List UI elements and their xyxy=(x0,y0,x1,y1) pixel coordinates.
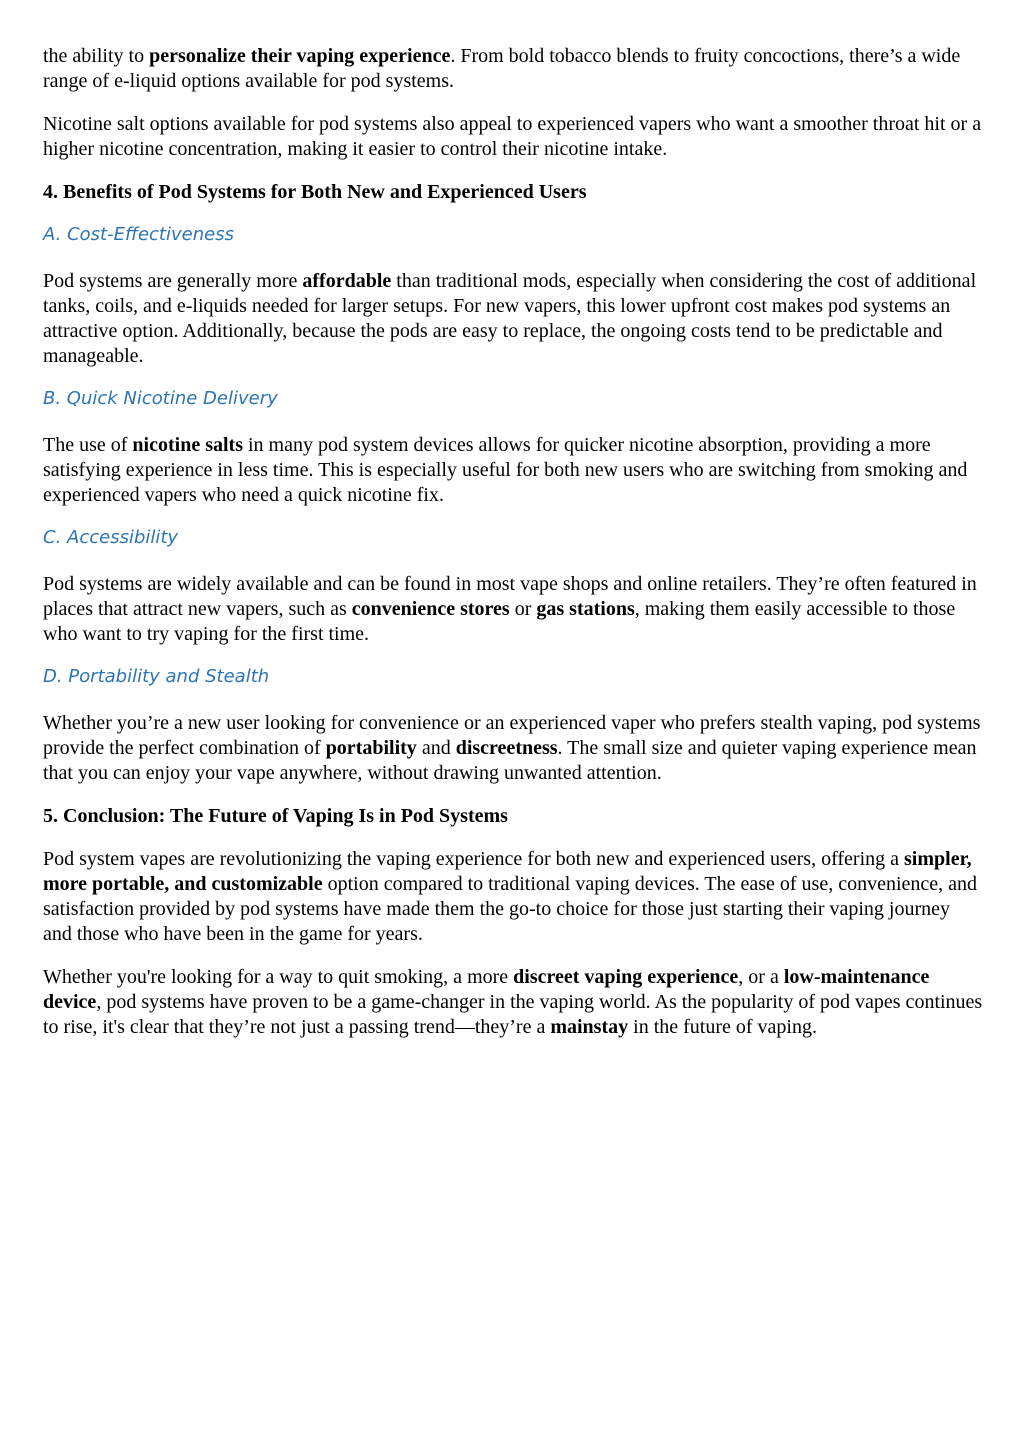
text-run: . From bold tobacco blends to fruity concoctions, there’s a wide range of e-liquid options available for pod systems. xyxy=(43,45,961,92)
bold-run: gas stations xyxy=(536,598,635,620)
text-run: or xyxy=(509,598,537,620)
bold-run: convenience stores xyxy=(351,598,510,620)
paragraph-portability-and-stealth xyxy=(43,711,983,786)
section-4-heading: 4. Benefits of Pod Systems for Both New and Experienced Users xyxy=(43,181,587,203)
text-run: than traditional mods, especially when considering the cost of additional tanks, coils, and e-liquids needed for larger setups. For new vapers, this lower upfront cost makes pod systems an attractive option. Additionally, because the pods are easy to replace, the ongoing costs tend to be predictable and manageable. xyxy=(43,270,977,367)
bold-run: affordable xyxy=(302,270,392,292)
text-run: and xyxy=(416,737,456,759)
intro-paragraph-1 xyxy=(43,44,983,94)
bold-run: personalize their vaping experience xyxy=(149,45,451,67)
text-run: , or a xyxy=(738,966,784,988)
text-run: the ability to xyxy=(43,45,150,67)
text-run: Pod system vapes are revolutionizing the vaping experience for both new and experienced users, offering a xyxy=(43,848,905,870)
bold-run: nicotine salts xyxy=(132,434,243,456)
text-run: in the future of vaping. xyxy=(628,1016,817,1038)
text-run: The use of xyxy=(43,434,133,456)
conclusion-paragraph-1 xyxy=(43,847,983,947)
section-5-heading: 5. Conclusion: The Future of Vaping Is in Pod Systems xyxy=(43,805,508,827)
text-run: Whether you’re a new user looking for convenience or an experienced vaper who prefers stealth vaping, pod systems provide the perfect combination of xyxy=(43,712,981,759)
conclusion-paragraph-2 xyxy=(43,965,983,1040)
subheading-cost-effectiveness: A. Cost-Effectiveness xyxy=(43,224,234,245)
text-run: Nicotine salt options available for pod systems also appeal to experienced vapers who want a smoother throat hit or a higher nicotine concentration, making it easier to control their nicotine intake. xyxy=(43,113,982,160)
text-run: , pod systems have proven to be a game-changer in the vaping world. As the popularity of pod vapes continues to rise, it's clear that they’re not just a passing trend—they’re a xyxy=(43,991,983,1038)
subheading-accessibility: C. Accessibility xyxy=(43,527,179,548)
bold-run: discreet vaping experience xyxy=(513,966,739,988)
paragraph-quick-nicotine-delivery xyxy=(43,433,983,508)
paragraph-cost-effectiveness xyxy=(43,269,983,369)
bold-run: portability xyxy=(325,737,417,759)
intro-paragraph-2 xyxy=(43,112,983,162)
text-run: Pod systems are generally more xyxy=(43,270,303,292)
text-run: Pod systems are widely available and can be found in most vape shops and online retailers. They’re often featured in places that attract new vapers, such as xyxy=(43,573,977,620)
text-run: Whether you're looking for a way to quit smoking, a more xyxy=(43,966,514,988)
bold-run: simpler, more portable, and customizable xyxy=(43,848,972,895)
bold-run: mainstay xyxy=(550,1016,629,1038)
text-run: option compared to traditional vaping devices. The ease of use, convenience, and satisfaction provided by pod systems have made them the go-to choice for those just starting their vaping journey and those who have been in the game for years. xyxy=(43,873,978,945)
subheading-portability-and-stealth: D. Portability and Stealth xyxy=(43,666,270,687)
document-page xyxy=(43,44,983,1058)
text-run: , making them easily accessible to those who want to try vaping for the first time. xyxy=(43,598,956,645)
paragraph-accessibility xyxy=(43,572,983,647)
bold-run: low-maintenance device xyxy=(43,966,930,1013)
bold-run: discreetness xyxy=(455,737,558,759)
text-run: . The small size and quieter vaping experience mean that you can enjoy your vape anywhere, without drawing unwanted attention. xyxy=(43,737,977,784)
subheading-quick-nicotine-delivery: B. Quick Nicotine Delivery xyxy=(43,388,278,409)
text-run: in many pod system devices allows for quicker nicotine absorption, providing a more satisfying experience in less time. This is especially useful for both new users who are switching from smoking and experienced vapers who need a quick nicotine fix. xyxy=(43,434,968,506)
